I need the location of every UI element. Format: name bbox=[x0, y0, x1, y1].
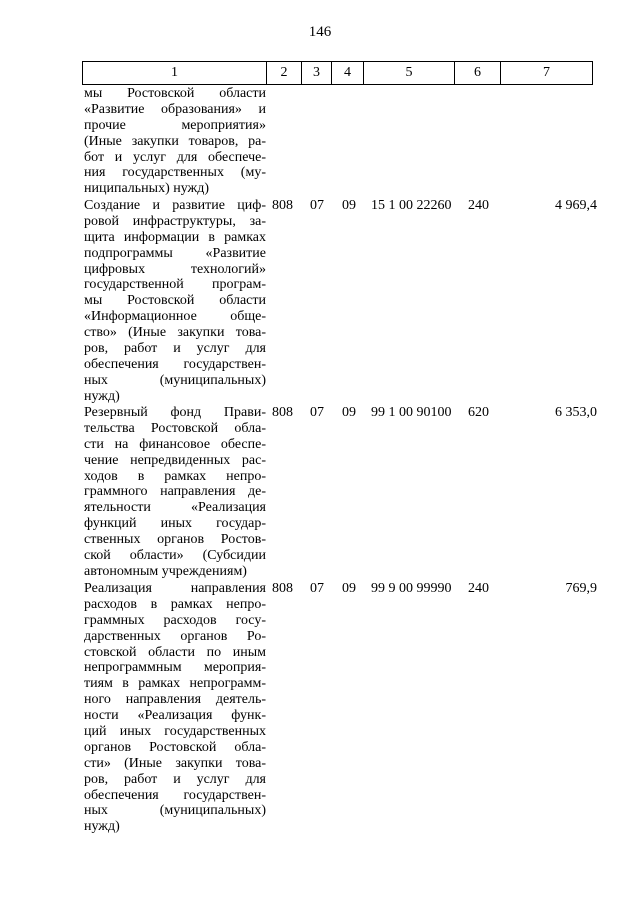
page-number: 146 bbox=[308, 24, 332, 40]
row-description bbox=[84, 405, 266, 580]
description-line: обеспечения государствен- bbox=[84, 356, 266, 372]
description-line: дарственных органов Ро- bbox=[84, 628, 266, 644]
subsection-code: 09 bbox=[342, 581, 356, 596]
description-line: расходов в рамках непро- bbox=[84, 596, 266, 612]
description-line: граммных расходов госу- bbox=[84, 612, 266, 628]
header-col-6: 6 bbox=[455, 62, 501, 85]
section-code: 07 bbox=[310, 198, 324, 213]
description-line: непрограммным мероприя- bbox=[84, 660, 266, 676]
description-line: ровой инфраструктуры, за- bbox=[84, 213, 266, 229]
header-col-2: 2 bbox=[267, 62, 302, 85]
description-line: ного направления деятель- bbox=[84, 692, 266, 708]
admin-code: 808 bbox=[272, 581, 293, 596]
subsection-code: 09 bbox=[342, 198, 356, 213]
expense-type-code: 240 bbox=[468, 581, 489, 596]
description-line: тиям в рамках непрограмм- bbox=[84, 676, 266, 692]
description-line: щита информации в рамках bbox=[84, 229, 266, 245]
header-col-5: 5 bbox=[364, 62, 455, 85]
description-line: ций иных государственных bbox=[84, 724, 266, 740]
description-line: органов Ростовской обла- bbox=[84, 739, 266, 755]
description-line: нужд) bbox=[84, 819, 120, 835]
description-line: Создание и развитие циф- bbox=[84, 198, 266, 213]
description-line: тельства Ростовской обла- bbox=[84, 420, 266, 436]
description-line: ров, работ и услуг для bbox=[84, 341, 266, 357]
description-line: Реализация направления bbox=[84, 581, 266, 596]
description-line: чение непредвиденных рас- bbox=[84, 452, 266, 468]
description-line: «Развитие образования» и bbox=[84, 101, 266, 117]
admin-code: 808 bbox=[272, 198, 293, 213]
target-code: 15 1 00 22260 bbox=[371, 198, 452, 213]
amount: 4 969,4 bbox=[555, 198, 597, 213]
description-line: ния государственных (му- bbox=[84, 165, 266, 181]
header-col-4: 4 bbox=[332, 62, 364, 85]
description-line: мы Ростовской области bbox=[84, 293, 266, 309]
row-description bbox=[84, 86, 266, 197]
description-line: «Информационное обще- bbox=[84, 309, 266, 325]
subsection-code: 09 bbox=[342, 405, 356, 420]
row-description bbox=[84, 198, 266, 405]
description-line: прочие мероприятия» bbox=[84, 117, 266, 133]
description-line: подпрограммы «Развитие bbox=[84, 245, 266, 261]
description-line: нужд) bbox=[84, 388, 120, 404]
section-code: 07 bbox=[310, 405, 324, 420]
description-line: обеспечения государствен- bbox=[84, 787, 266, 803]
expense-type-code: 240 bbox=[468, 198, 489, 213]
admin-code: 808 bbox=[272, 405, 293, 420]
target-code: 99 9 00 99990 bbox=[371, 581, 452, 596]
description-line: цифровых технологий» bbox=[84, 261, 266, 277]
description-line: ных (муниципальных) bbox=[84, 803, 266, 819]
target-code: 99 1 00 90100 bbox=[371, 405, 452, 420]
description-line: ров, работ и услуг для bbox=[84, 771, 266, 787]
header-col-7: 7 bbox=[501, 62, 593, 85]
description-line: функций иных государ- bbox=[84, 516, 266, 532]
header-col-3: 3 bbox=[302, 62, 332, 85]
description-line: ство» (Иные закупки това- bbox=[84, 325, 266, 341]
table-header bbox=[82, 61, 593, 85]
description-line: ственных органов Ростов- bbox=[84, 532, 266, 548]
description-line: Резервный фонд Прави- bbox=[84, 405, 266, 420]
amount: 769,9 bbox=[565, 581, 597, 596]
row-description bbox=[84, 581, 266, 835]
description-line: сти на финансовое обеспе- bbox=[84, 436, 266, 452]
description-line: бот и услуг для обеспече- bbox=[84, 149, 266, 165]
description-line: (Иные закупки товаров, ра- bbox=[84, 133, 266, 149]
amount: 6 353,0 bbox=[555, 405, 597, 420]
description-line: ятельности «Реализация bbox=[84, 500, 266, 516]
description-line: ходов в рамках непро- bbox=[84, 468, 266, 484]
expense-type-code: 620 bbox=[468, 405, 489, 420]
section-code: 07 bbox=[310, 581, 324, 596]
description-line: ской области» (Субсидии bbox=[84, 548, 266, 564]
description-line: автономным учреждениям) bbox=[84, 563, 247, 579]
description-line: мы Ростовской области bbox=[84, 86, 266, 101]
header-col-1: 1 bbox=[83, 62, 267, 85]
header-row bbox=[83, 62, 593, 85]
description-line: ности «Реализация функ- bbox=[84, 708, 266, 724]
description-line: стовской области по иным bbox=[84, 644, 266, 660]
description-line: сти» (Иные закупки това- bbox=[84, 755, 266, 771]
description-line: ниципальных) нужд) bbox=[84, 181, 209, 197]
description-line: граммного направления де- bbox=[84, 484, 266, 500]
description-line: ных (муниципальных) bbox=[84, 372, 266, 388]
description-line: государственной програм- bbox=[84, 277, 266, 293]
